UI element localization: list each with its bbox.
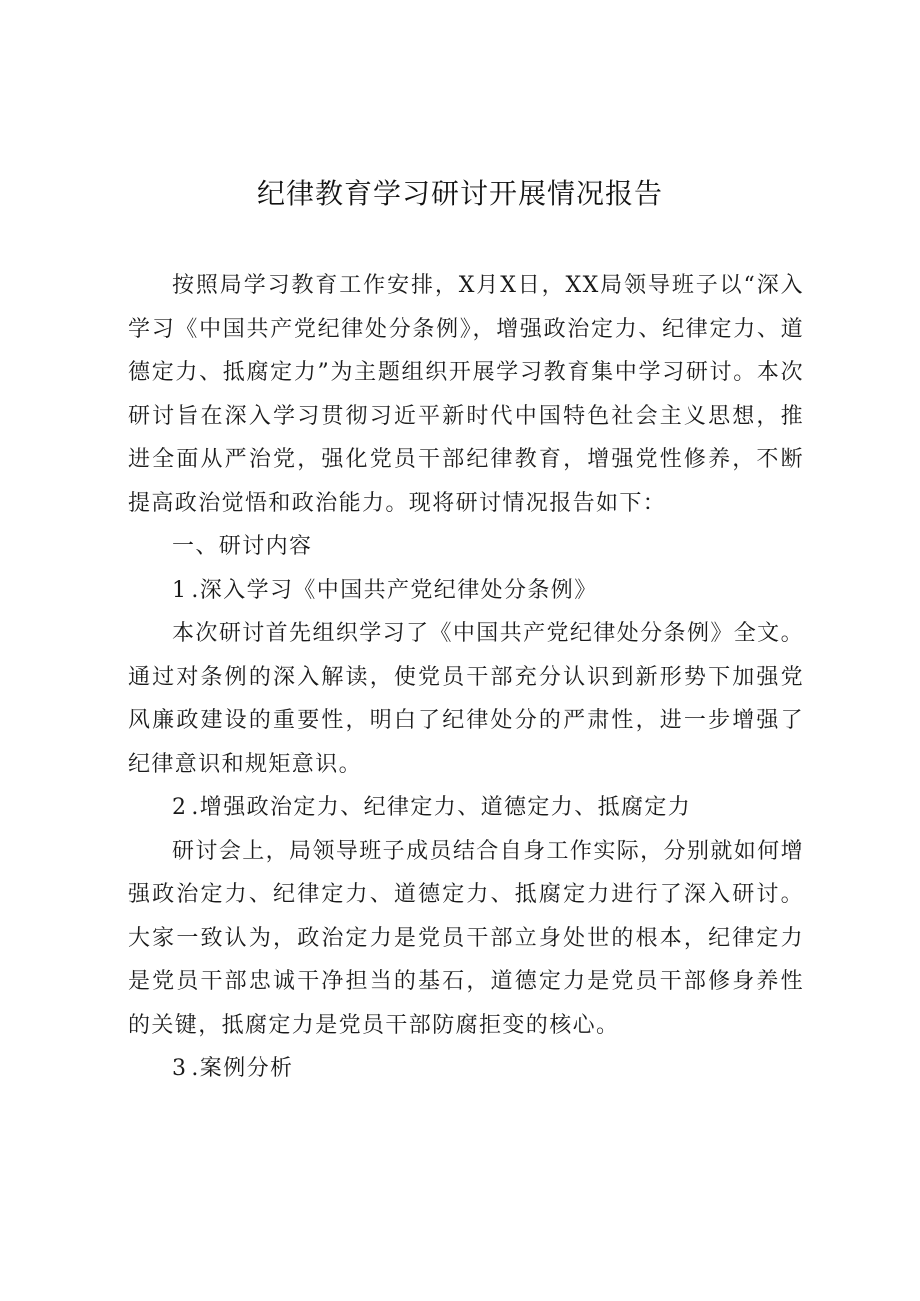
- item-3-title: .案例分析: [191, 1056, 294, 1081]
- document-title: 纪律教育学习研讨开展情况报告: [256, 177, 663, 210]
- item-2-heading: [128, 786, 804, 830]
- section-heading-research-content: 一、研讨内容: [172, 534, 313, 559]
- item-1-title: .深入学习《中国共产党纪律处分条例》: [191, 577, 598, 603]
- intro-paragraph: 按照局学习教育工作安排，X月X日，XX局领导班子以“深入学习《中国共产党纪律处分条例》，增强政治定力、纪律定力、道德定力、抵腐定力”为主题组织开展学习教育集中学习研讨。本次研讨旨在深入学习贯彻习近平新时代中国特色社会主义思想，推进全面从严治党，强化党员干部纪律教育，增强党性修养，不断提高政治觉悟和政治能力。现将研讨情况报告如下：: [128, 273, 804, 516]
- item-3-number: 3: [172, 1056, 188, 1081]
- item-2-title: .增强政治定力、纪律定力、道德定力、抵腐定力: [191, 795, 692, 820]
- item-2-paragraph: 研讨会上，局领导班子成员结合自身工作实际，分别就如何增强政治定力、纪律定力、道德定力、抵腐定力进行了深入研讨。大家一致认为，政治定力是党员干部立身处世的根本，纪律定力是党员干部忠诚干净担当的基石，道德定力是党员干部修身养性的关键，抵腐定力是党员干部防腐拒变的核心。: [128, 838, 804, 1038]
- document-body: [128, 264, 804, 1091]
- item-1-heading: [128, 569, 804, 613]
- item-3-heading: [128, 1047, 804, 1091]
- item-2-number: 2: [172, 795, 188, 820]
- item-1-number: 1: [172, 577, 188, 603]
- item-1-paragraph: 本次研讨首先组织学习了《中国共产党纪律处分条例》全文。通过对条例的深入解读，使党员干部充分认识到新形势下加强党风廉政建设的重要性，明白了纪律处分的严肃性，进一步增强了纪律意识和规矩意识。: [128, 621, 804, 777]
